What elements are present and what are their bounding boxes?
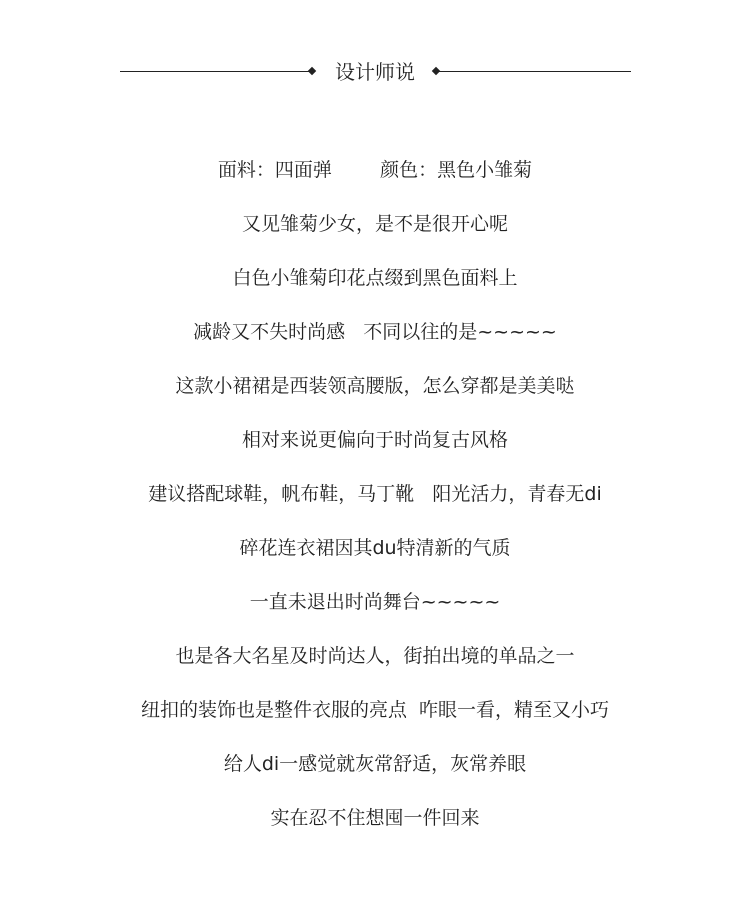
header-left-rule xyxy=(120,71,312,72)
text-line: 一直未退出时尚舞台~~~~~ xyxy=(249,591,501,613)
text-line: 实在忍不住想囤一件回来 xyxy=(270,807,480,829)
text-line: 建议搭配球鞋，帆布鞋，马丁靴 阳光活力，青春无di xyxy=(148,483,602,505)
text-line: 碎花连衣裙因其du特清新的气质 xyxy=(239,537,511,559)
text-line: 减龄又不失时尚感 不同以往的是~~~~~ xyxy=(193,321,557,343)
text-line-fabric-color: 面料：四面弹 颜色：黑色小雏菊 xyxy=(217,159,533,181)
header-title: 设计师说 xyxy=(335,60,415,84)
text-line: 给人di一感觉就灰常舒适，灰常养眼 xyxy=(223,753,527,775)
text-line: 相对来说更偏向于时尚复古风格 xyxy=(241,429,508,451)
text-line: 这款小裙裙是西装领高腰版，怎么穿都是美美哒 xyxy=(175,375,575,397)
text-line: 纽扣的装饰也是整件衣服的亮点 咋眼一看，精至又小巧 xyxy=(140,699,610,721)
section-header xyxy=(0,56,750,88)
text-line: 也是各大名星及时尚达人，街拍出境的单品之一 xyxy=(175,645,575,667)
header-right-rule xyxy=(438,71,631,72)
text-line: 白色小雏菊印花点缀到黑色面料上 xyxy=(232,267,518,289)
description-text xyxy=(0,154,750,856)
text-line: 又见雏菊少女，是不是很开心呢 xyxy=(241,213,508,235)
header-left-diamond-icon xyxy=(308,67,316,75)
